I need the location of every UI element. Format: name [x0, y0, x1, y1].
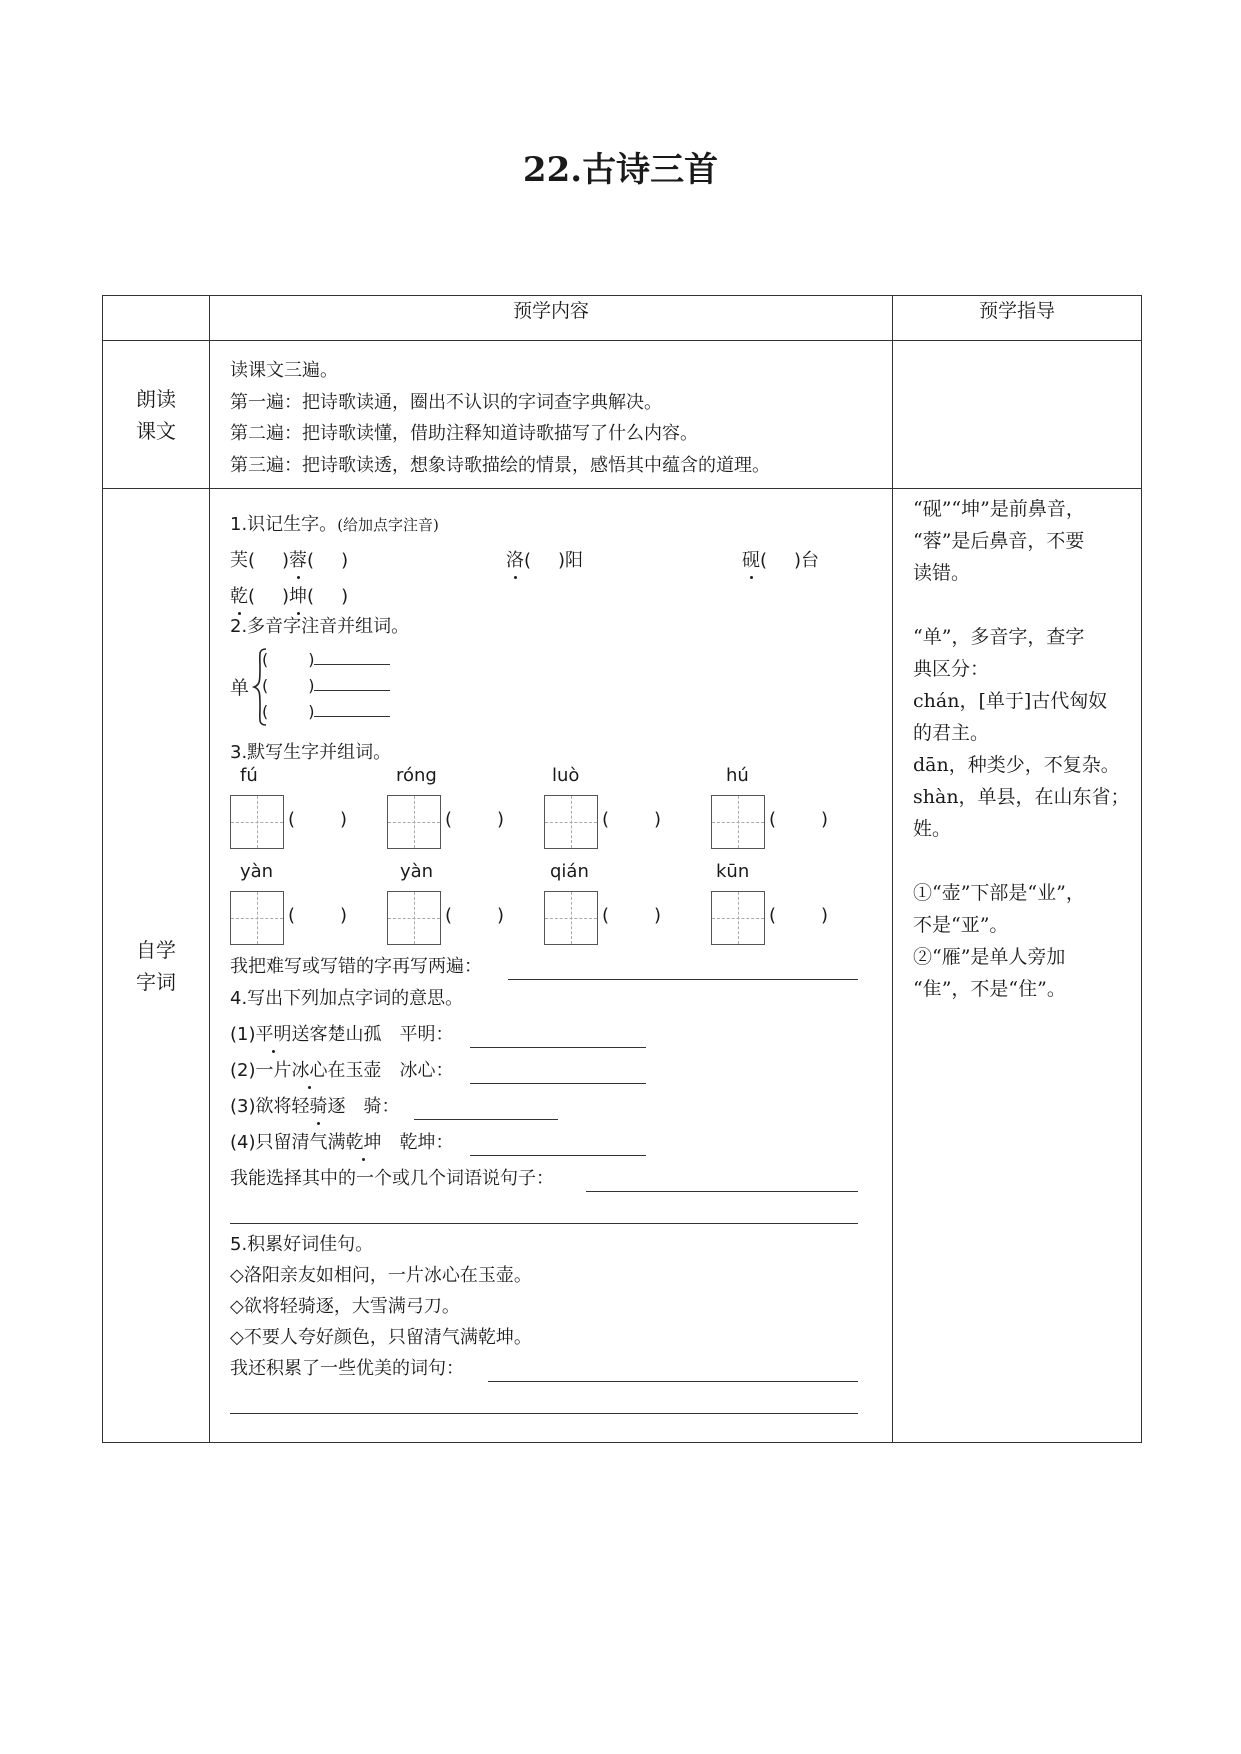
meaning-item: (1)平明送客楚山孤 平明：: [230, 1019, 454, 1050]
answer-parens: ( ): [769, 809, 829, 830]
dotted-char: 洛: [506, 545, 524, 576]
writing-grid-cell[interactable]: [544, 795, 598, 849]
writing-grid-cell[interactable]: [230, 891, 284, 945]
dotted-char: 砚: [742, 545, 760, 576]
guide-line: ②“雁”是单人旁加: [913, 946, 1066, 968]
guide-line: “单”，多音字，查字: [913, 626, 1085, 648]
pinyin: yàn: [240, 861, 274, 882]
guide-line: “蓉”是后鼻音，不要: [913, 530, 1085, 552]
writing-grid-cell[interactable]: [711, 795, 765, 849]
reading-label: 朗读 课文: [103, 341, 210, 489]
pinyin: luò: [552, 765, 580, 786]
reading-line: 第一遍：把诗歌读通，圈出不认识的字词查字典解决。: [230, 391, 662, 413]
guide-line: dān，种类少，不复杂。: [913, 754, 1120, 776]
answer-line[interactable]: [586, 1191, 858, 1192]
guide-line: 姓。: [913, 818, 952, 840]
answer-parens: ( ): [602, 809, 662, 830]
guide-line: 的君主。: [913, 722, 990, 744]
guide-line: “隹”，不是“住”。: [913, 978, 1066, 1000]
vocab-content: 1.识记生字。(给加点字注音) 芙( )蓉( ) 洛( )阳 砚( )台 乾( )坤( ) 2.多音字注音并组词。 单 ( ) ( ) ( ) 3.默写生字并组词。 fú róng luò hú ( ) ( ) ( ) ( ) yàn yàn qián kūn ( ) ( ) ( ) ( ) 我把难写或写错的字再写两遍： 4.写出下列加点字词的意思。 (1)平明送客楚山孤 平明： (2)一片冰心在玉壶 冰心： (3)欲将轻骑逐 骑： (4)只留清气满乾坤 乾坤： 我能选择其中的一个或几个词语说句子： 5.积累好词佳句。 ◇洛阳亲友如相问，一片冰心在玉壶。 ◇欲将轻骑逐，大雪满弓刀。 ◇不要人夸好颜色，只留清气满乾坤。 我还积累了一些优美的词句：: [210, 489, 893, 1443]
reading-line: 第二遍：把诗歌读懂，借助注释知道诗歌描写了什么内容。: [230, 423, 698, 444]
section4-title: 4.写出下列加点字词的意思。: [230, 988, 464, 1009]
answer-parens: ( ): [288, 905, 348, 926]
answer-line[interactable]: [470, 1047, 646, 1048]
writing-grid-cell[interactable]: [387, 891, 441, 945]
answer-line[interactable]: [314, 674, 390, 691]
answer-parens: ( ): [602, 905, 662, 926]
reading-guide: [893, 341, 1142, 489]
answer-line[interactable]: [414, 1119, 558, 1120]
answer-line[interactable]: [230, 1223, 858, 1224]
section1-note: (给加点字注音): [337, 516, 439, 534]
answer-line[interactable]: [470, 1083, 646, 1084]
guide-line: “砚”“坤”是前鼻音，: [913, 498, 1085, 520]
rewrite-prompt: 我把难写或写错的字再写两遍：: [230, 956, 482, 977]
reading-line: 读课文三遍。: [230, 360, 338, 381]
polyphone-line-2: ( ): [262, 673, 390, 699]
pinyin: kūn: [716, 861, 750, 882]
dotted-char: 坤: [289, 581, 307, 612]
answer-parens: ( ): [769, 905, 829, 926]
reading-content: [210, 341, 893, 489]
vocab-row: [103, 489, 1142, 1443]
sentence-prompt: 我能选择其中的一个或几个词语说句子：: [230, 1168, 554, 1189]
guide-line: 典区分：: [913, 658, 990, 680]
vocab-label: 自学 字词: [103, 489, 210, 1443]
polyphone-line-3: ( ): [262, 699, 390, 725]
verse-line: ◇洛阳亲友如相问，一片冰心在玉壶。: [230, 1265, 532, 1286]
answer-line[interactable]: [230, 1413, 858, 1414]
dotted-char: 蓉: [289, 545, 307, 576]
section5-title: 5.积累好词佳句。: [230, 1234, 374, 1255]
guide-line: 读错。: [913, 562, 971, 584]
polyphone-char: 单: [230, 677, 250, 699]
answer-line[interactable]: [314, 648, 390, 665]
header-empty-cell: [103, 296, 210, 341]
reading-row: [103, 341, 1142, 489]
dotted-char: 乾: [230, 581, 248, 612]
writing-grid-cell[interactable]: [711, 891, 765, 945]
page-title: 22.古诗三首: [522, 150, 719, 190]
prestudy-table: [102, 295, 1142, 1443]
vocab-guide: [893, 489, 1142, 1443]
guide-line: 不是“亚”。: [913, 914, 1009, 936]
section1-title: 1.识记生字。: [230, 514, 338, 535]
pinyin: róng: [396, 765, 437, 786]
writing-grid-cell[interactable]: [544, 891, 598, 945]
pinyin: qián: [550, 861, 589, 882]
answer-line[interactable]: [314, 700, 390, 717]
pinyin: yàn: [400, 861, 434, 882]
verse-line: ◇不要人夸好颜色，只留清气满乾坤。: [230, 1327, 532, 1348]
writing-grid-cell[interactable]: [230, 795, 284, 849]
reading-line: 第三遍：把诗歌读透，想象诗歌描绘的情景，感悟其中蕴含的道理。: [230, 454, 770, 476]
answer-line[interactable]: [470, 1155, 646, 1156]
meaning-item: (2)一片冰心在玉壶 冰心：: [230, 1055, 454, 1086]
pinyin: fú: [240, 765, 258, 786]
polyphone-line-1: ( ): [262, 647, 390, 673]
answer-line[interactable]: [508, 979, 858, 980]
header-content: 预学内容: [210, 296, 893, 341]
accumulate-prompt: 我还积累了一些优美的词句：: [230, 1358, 464, 1379]
answer-line[interactable]: [488, 1381, 858, 1382]
polyphone-group: [230, 647, 530, 727]
meaning-item: (4)只留清气满乾坤 乾坤：: [230, 1127, 454, 1158]
pinyin: hú: [726, 765, 749, 786]
verse-line: ◇欲将轻骑逐，大雪满弓刀。: [230, 1296, 460, 1317]
guide-line: ①“壶”下部是“业”，: [913, 882, 1085, 904]
answer-parens: ( ): [445, 905, 505, 926]
answer-parens: ( ): [288, 809, 348, 830]
answer-parens: ( ): [445, 809, 505, 830]
writing-grid-cell[interactable]: [387, 795, 441, 849]
guide-line: chán，[单于]古代匈奴: [913, 690, 1108, 712]
header-guide: 预学指导: [893, 296, 1142, 341]
section2-title: 2.多音字注音并组词。: [230, 616, 410, 637]
meaning-item: (3)欲将轻骑逐 骑：: [230, 1091, 400, 1122]
table-header-row: [103, 296, 1142, 341]
section3-title: 3.默写生字并组词。: [230, 742, 392, 763]
guide-line: shàn，单县，在山东省；: [913, 786, 1130, 808]
